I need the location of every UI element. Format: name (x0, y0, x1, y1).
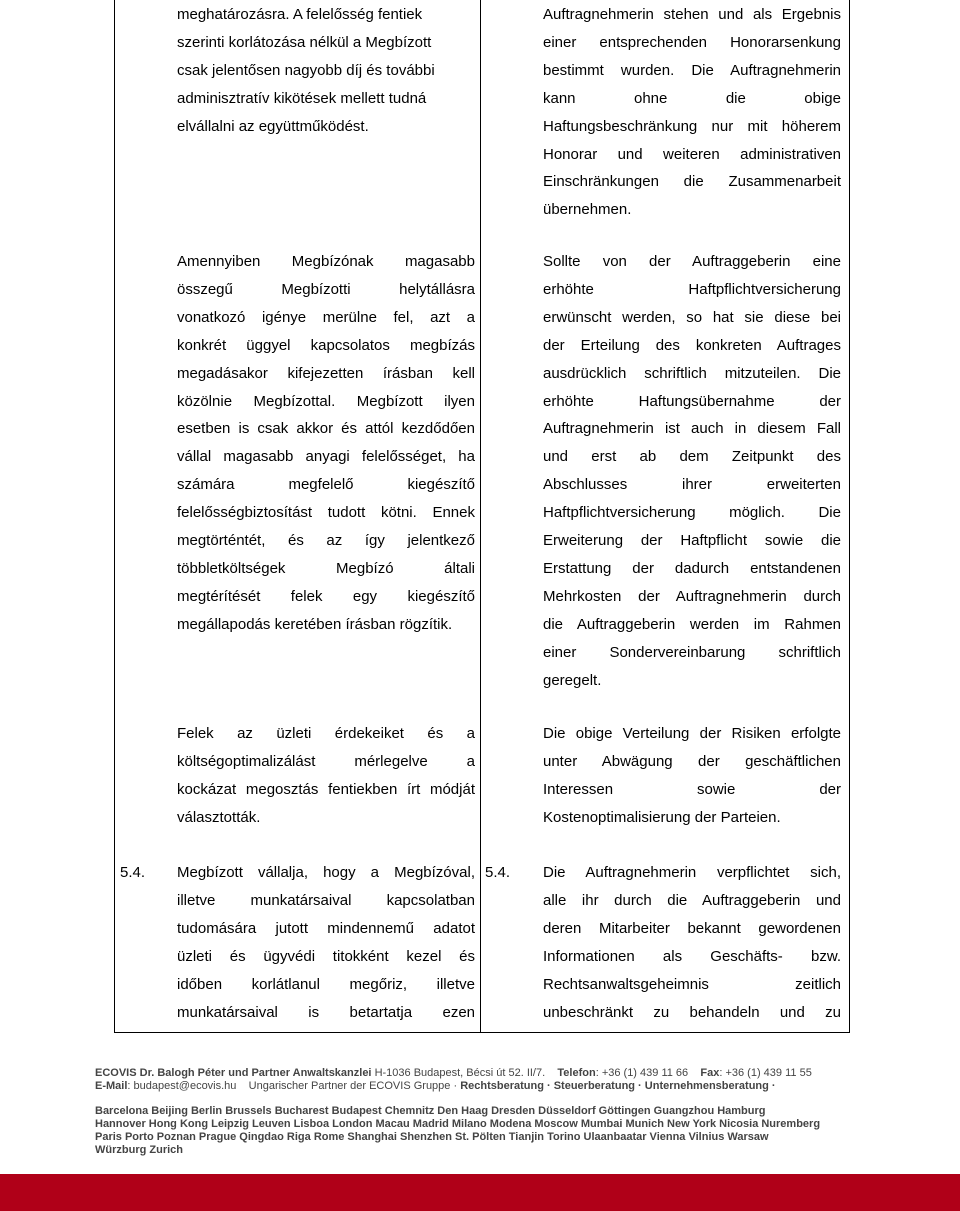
text-line: konkrét üggyel kapcsolatos megbízás (177, 336, 475, 354)
text-line: bestimmt wurden. Die Auftragnehmerin (543, 61, 841, 79)
row1-german-text (543, 1, 841, 224)
fax-value: : +36 (1) 439 11 55 (719, 1067, 812, 1079)
text-line: Sollte von der Auftraggeberin eine (543, 253, 841, 270)
row2-german-text (543, 248, 841, 695)
text-line: Einschränkungen die Zusammenarbeit (543, 173, 841, 191)
text-line: der Erteilung des konkreten Auftrages (543, 336, 841, 354)
text-line: Erweiterung der Haftpflicht sowie die (543, 532, 841, 550)
text-line: szerinti korlátozása nélkül a Megbízott (177, 33, 432, 51)
cities-line: Barcelona Beijing Berlin Brussels Bucharest Budapest Chemnitz Den Haag Dresden Düsseldorf Göttingen Guangzhou Hamburg (95, 1105, 766, 1117)
cities-line: Würzburg Zurich (95, 1144, 183, 1156)
text-line: einer Sondervereinbarung schriftlich (543, 643, 841, 661)
text-line: Megbízott vállalja, hogy a Megbízóval, (177, 864, 475, 881)
text-line: többletköltségek Megbízó általi (177, 559, 475, 577)
row3-hungarian-text (177, 720, 475, 832)
cities-line: Paris Porto Poznan Prague Qingdao Riga Rome Shanghai Shenzhen St. Pölten Tianjin Torino Ulaanbaatar Vienna Vilnius Warsaw (95, 1131, 769, 1143)
text-line: Auftragnehmerin stehen und als Ergebnis (543, 6, 841, 23)
row4-hungarian-text (177, 859, 475, 1026)
text-line: összegű Megbízotti helytállásra (177, 280, 475, 298)
text-line: ausdrücklich schriftlich mitzuteilen. Die (543, 364, 841, 382)
text-line: Auftragnehmerin ist auch in diesem Fall (543, 420, 841, 438)
text-line: Mehrkosten der Auftragnehmerin durch (543, 587, 841, 605)
text-line: Felek az üzleti érdekeiket és a (177, 725, 475, 742)
email-value[interactable]: : budapest@ecovis.hu (127, 1080, 237, 1092)
text-line: tudomására jutott mindennemű adatot (177, 919, 475, 937)
text-line: megállapodás keretében írásban rögzítik. (177, 615, 453, 633)
text-line: erwünscht werden, so hat sie diese bei (543, 308, 841, 326)
telefon-label: Telefon (557, 1067, 596, 1079)
text-line: Die obige Verteilung der Risiken erfolgte (543, 725, 841, 742)
text-line: vállal magasabb anyagi felelősséget, ha (177, 448, 475, 466)
section-number-left: 5.4. (120, 864, 146, 881)
text-line: Informationen als Geschäfts- bzw. (543, 947, 841, 965)
text-line: Haftungsbeschränkung nur mit höherem (543, 117, 841, 135)
firm-name: ECOVIS Dr. Balogh Péter und Partner Anwaltskanzlei (95, 1067, 372, 1079)
firm-address: H-1036 Budapest, Bécsi út 52. II/7. (374, 1067, 546, 1079)
text-line: die Auftraggeberin werden im Rahmen (543, 615, 841, 633)
text-line: adminisztratív kikötések mellett tudná (177, 89, 427, 107)
text-line: meghatározásra. A felelősség fentiek (177, 6, 423, 23)
text-line: munkatársaival is betartatja ezen (177, 1003, 475, 1021)
text-line: Amennyiben Megbízónak magasabb (177, 253, 475, 270)
text-line: vonatkozó igénye merülne fel, azt a (177, 308, 475, 326)
text-line: erhöhte Haftungsübernahme der (543, 392, 841, 410)
text-line: megtérítését felek egy kiegészítő (177, 587, 475, 605)
text-line: und erst ab dem Zeitpunkt des (543, 448, 841, 466)
text-line: elvállalni az együttműködést. (177, 117, 369, 135)
text-line: kann ohne die obige (543, 89, 841, 107)
text-line: unbeschränkt zu behandeln und zu (543, 1003, 841, 1021)
footer-cities (95, 1105, 895, 1157)
text-line: felelősségbiztosítást tudott kötni. Ennek (177, 504, 475, 522)
text-line: költségoptimalizálást mérlegelve a (177, 752, 475, 770)
row4-german-text (543, 859, 841, 1026)
text-line: deren Mitarbeiter bekannt gewordenen (543, 919, 841, 937)
services-text: Rechtsberatung · Steuerberatung · Unternehmensberatung · (460, 1080, 776, 1092)
text-line: übernehmen. (543, 201, 632, 219)
email-label: E-Mail (95, 1080, 128, 1092)
text-line: megadásakor kifejezetten írásban kell (177, 364, 475, 382)
text-line: alle ihr durch die Auftraggeberin und (543, 891, 841, 909)
text-line: számára megfelelő kiegészítő (177, 476, 475, 494)
text-line: Haftpflichtversicherung möglich. Die (543, 504, 841, 522)
text-line: közölnie Megbízottal. Megbízott ilyen (177, 392, 475, 410)
text-line: esetben is csak akkor és attól kezdődően (177, 420, 475, 438)
row3-german-text (543, 720, 841, 832)
text-line: üzleti és ügyvédi titokként kezel és (177, 947, 475, 965)
text-line: Interessen sowie der (543, 780, 841, 798)
text-line: Erstattung der dadurch entstandenen (543, 559, 841, 577)
text-line: geregelt. (543, 671, 602, 689)
text-line: megtörténtét, és az így jelentkező (177, 532, 475, 550)
column-divider (480, 0, 481, 1032)
text-line: Abschlusses ihrer erweiterten (543, 476, 841, 494)
text-line: Rechtsanwaltsgeheimnis zeitlich (543, 975, 841, 993)
text-line: Die Auftragnehmerin verpflichtet sich, (543, 864, 841, 881)
text-line: csak jelentősen nagyobb díj és további (177, 61, 435, 79)
row1-hungarian-text (177, 1, 475, 141)
text-line: erhöhte Haftpflichtversicherung (543, 280, 841, 298)
text-line: kockázat megosztás fentiekben írt módját (177, 780, 475, 798)
telefon-value: : +36 (1) 439 11 66 (595, 1067, 689, 1079)
footer-email-line (95, 1080, 895, 1093)
footer-contact (95, 1067, 895, 1093)
footer-brand-bar (0, 1174, 960, 1211)
text-line: Honorar und weiteren administrativen (543, 145, 841, 163)
row2-hungarian-text (177, 248, 475, 639)
partner-text: Ungarischer Partner der ECOVIS Gruppe · (248, 1080, 458, 1092)
section-number-right: 5.4. (485, 864, 511, 881)
fax-label: Fax (700, 1067, 720, 1079)
text-line: einer entsprechenden Honorarsenkung (543, 33, 841, 51)
text-line: unter Abwägung der geschäftlichen (543, 752, 841, 770)
text-line: illetve munkatársaival kapcsolatban (177, 891, 475, 909)
text-line: választották. (177, 808, 261, 826)
text-line: időben korlátlanul megőriz, illetve (177, 975, 475, 993)
footer-address-line (95, 1067, 895, 1080)
cities-line: Hannover Hong Kong Leipzig Leuven Lisboa London Macau Madrid Milano Modena Moscow Mumbai Munich New York Nicosia Nuremberg (95, 1118, 821, 1130)
text-line: Kostenoptimalisierung der Parteien. (543, 808, 781, 826)
